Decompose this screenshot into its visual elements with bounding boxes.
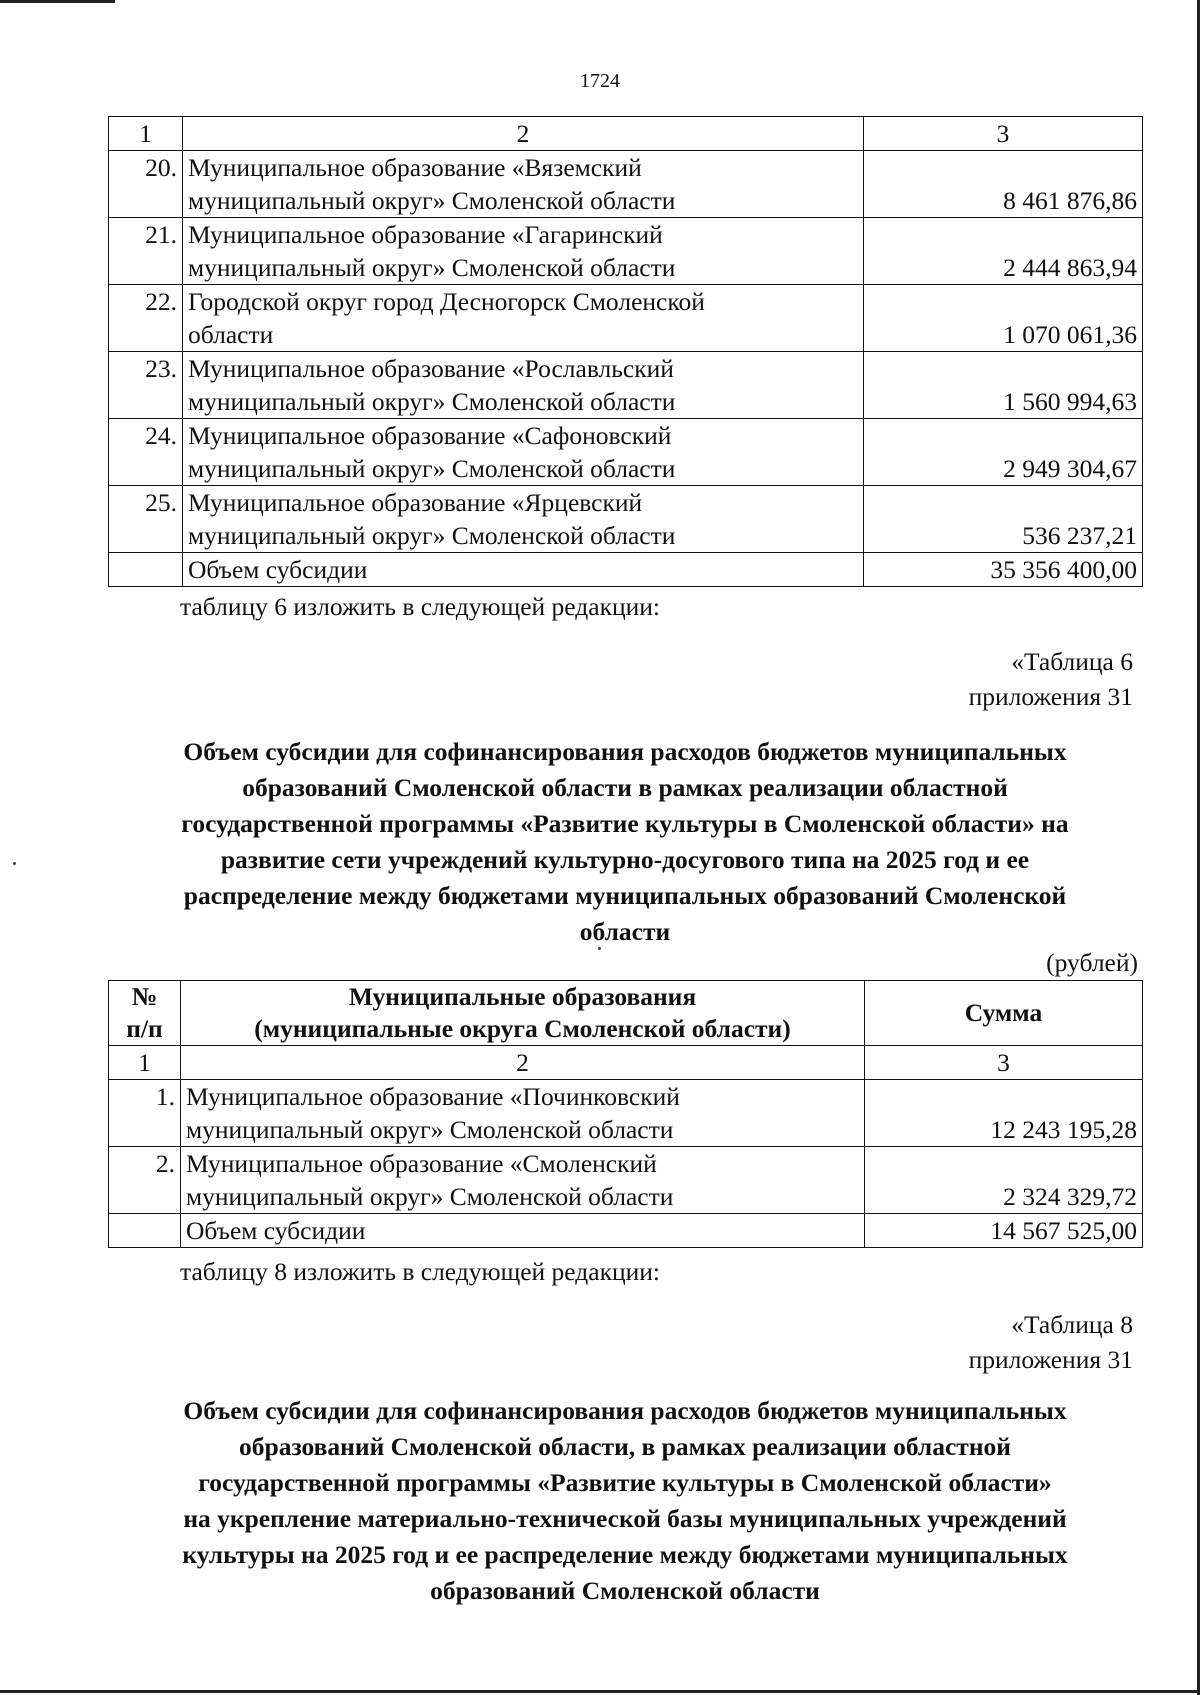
page-number: 1724 bbox=[580, 70, 620, 92]
table-reference-line2: приложения 31 bbox=[968, 682, 1133, 711]
table-index-row bbox=[109, 1046, 1143, 1080]
municipality-name-line2: муниципальный округ» Смоленской области bbox=[186, 1115, 674, 1144]
municipality-name-line2: муниципальный округ» Смоленской области bbox=[188, 186, 676, 215]
table-row bbox=[109, 1147, 1143, 1214]
row-number: 25. bbox=[109, 486, 183, 553]
row-number: 1. bbox=[109, 1080, 181, 1147]
header-number-line2: п/п bbox=[126, 1014, 163, 1043]
table-index-row bbox=[109, 117, 1143, 151]
table-reference-line1: «Таблица 8 bbox=[1011, 1310, 1133, 1339]
table-row bbox=[109, 285, 1143, 352]
row-number: 20. bbox=[109, 151, 183, 218]
row-number: 21. bbox=[109, 218, 183, 285]
col-index-3: 3 bbox=[864, 117, 1143, 151]
municipality-name-line1: Муниципальное образование «Сафоновский bbox=[188, 421, 672, 450]
subsidy-table-6 bbox=[108, 980, 1143, 1248]
title-line: культуры на 2025 год и ее распределение между бюджетами муниципальных bbox=[182, 1540, 1068, 1569]
title-line: на укрепление материально-технической базы муниципальных учреждений bbox=[183, 1504, 1067, 1533]
municipality-name-line1: Городской округ город Десногорск Смоленской bbox=[188, 287, 705, 316]
instruction-text: таблицу 6 изложить в следующей редакции: bbox=[180, 592, 660, 621]
header-municipality-line2: (муниципальные округа Смоленской области) bbox=[254, 1014, 791, 1043]
municipality-name bbox=[181, 1080, 865, 1147]
municipality-name-line2: муниципальный округ» Смоленской области bbox=[188, 521, 676, 550]
table-total-row bbox=[109, 553, 1143, 587]
table-row bbox=[109, 352, 1143, 419]
scan-edge-top bbox=[0, 0, 115, 3]
header-municipality-line1: Муниципальные образования bbox=[348, 982, 697, 1011]
table-header-row bbox=[109, 981, 1143, 1046]
col-index-2: 2 bbox=[183, 117, 864, 151]
title-line: Объем субсидии для софинансирования расходов бюджетов муниципальных bbox=[183, 1396, 1067, 1425]
table-row bbox=[109, 1080, 1143, 1147]
title-line: развитие сети учреждений культурно-досугового типа на 2025 год и ее bbox=[220, 845, 1030, 874]
subsidy-amount: 1 070 061,36 bbox=[864, 285, 1143, 352]
subsidy-amount: 8 461 876,86 bbox=[864, 151, 1143, 218]
units-label: (рублей) bbox=[1046, 948, 1138, 977]
title-line: государственной программы «Развитие культуры в Смоленской области» bbox=[198, 1468, 1052, 1497]
empty-cell bbox=[109, 1214, 181, 1248]
subsidy-amount: 12 243 195,28 bbox=[865, 1080, 1143, 1147]
municipality-name bbox=[183, 419, 864, 486]
title-line: образований Смоленской области, в рамках реализации областной bbox=[239, 1432, 1011, 1461]
table-row bbox=[109, 218, 1143, 285]
table-row bbox=[109, 151, 1143, 218]
table-title bbox=[108, 1393, 1142, 1609]
table-title bbox=[108, 734, 1142, 950]
subsidy-amount: 1 560 994,63 bbox=[864, 352, 1143, 419]
municipality-name-line2: муниципальный округ» Смоленской области bbox=[186, 1182, 674, 1211]
col-index-1: 1 bbox=[109, 1046, 181, 1080]
municipality-name-line2: области bbox=[188, 320, 274, 349]
subsidy-amount: 2 444 863,94 bbox=[864, 218, 1143, 285]
subsidy-amount: 2 324 329,72 bbox=[865, 1147, 1143, 1214]
municipality-name bbox=[183, 486, 864, 553]
municipality-name-line1: Муниципальное образование «Рославльский bbox=[188, 354, 674, 383]
row-number: 2. bbox=[109, 1147, 181, 1214]
scan-edge-bottom bbox=[0, 1690, 1200, 1693]
municipality-name-line1: Муниципальное образование «Ярцевский bbox=[188, 488, 643, 517]
table-reference-line1: «Таблица 6 bbox=[1011, 647, 1133, 676]
municipality-name-line2: муниципальный округ» Смоленской области bbox=[188, 454, 676, 483]
total-amount: 35 356 400,00 bbox=[864, 553, 1143, 587]
total-label: Объем субсидии bbox=[183, 553, 864, 587]
header-sum: Сумма bbox=[865, 981, 1143, 1046]
municipality-name-line1: Муниципальное образование «Гагаринский bbox=[188, 220, 663, 249]
row-number: 23. bbox=[109, 352, 183, 419]
total-amount: 14 567 525,00 bbox=[865, 1214, 1143, 1248]
table-reference bbox=[969, 1307, 1133, 1377]
col-index-3: 3 bbox=[865, 1046, 1143, 1080]
table-reference bbox=[969, 644, 1133, 714]
municipality-name bbox=[183, 352, 864, 419]
scan-speck bbox=[13, 862, 16, 865]
col-index-1: 1 bbox=[109, 117, 183, 151]
col-index-2: 2 bbox=[181, 1046, 865, 1080]
municipality-name-line1: Муниципальное образование «Вяземский bbox=[188, 153, 642, 182]
table-row bbox=[109, 419, 1143, 486]
table-row bbox=[109, 486, 1143, 553]
header-municipality bbox=[181, 981, 865, 1046]
header-number bbox=[109, 981, 181, 1046]
title-line: образований Смоленской области bbox=[430, 1576, 820, 1605]
subsidy-table-continued bbox=[108, 116, 1143, 587]
subsidy-amount: 536 237,21 bbox=[864, 486, 1143, 553]
title-line: области bbox=[579, 917, 671, 946]
empty-cell bbox=[109, 553, 183, 587]
row-number: 24. bbox=[109, 419, 183, 486]
municipality-name bbox=[183, 151, 864, 218]
total-label: Объем субсидии bbox=[181, 1214, 865, 1248]
municipality-name-line2: муниципальный округ» Смоленской области bbox=[188, 387, 676, 416]
title-line: Объем субсидии для софинансирования расходов бюджетов муниципальных bbox=[183, 737, 1067, 766]
table-total-row bbox=[109, 1214, 1143, 1248]
title-line: распределение между бюджетами муниципальных образований Смоленской bbox=[183, 881, 1067, 910]
municipality-name-line1: Муниципальное образование «Смоленский bbox=[186, 1149, 657, 1178]
title-line: государственной программы «Развитие культуры в Смоленской области» на bbox=[181, 809, 1069, 838]
header-number-line1: № bbox=[131, 982, 158, 1011]
municipality-name bbox=[181, 1147, 865, 1214]
subsidy-amount: 2 949 304,67 bbox=[864, 419, 1143, 486]
municipality-name-line1: Муниципальное образование «Починковский bbox=[186, 1082, 680, 1111]
title-line: образований Смоленской области в рамках реализации областной bbox=[242, 773, 1008, 802]
instruction-text: таблицу 8 изложить в следующей редакции: bbox=[180, 1257, 660, 1286]
row-number: 22. bbox=[109, 285, 183, 352]
municipality-name bbox=[183, 285, 864, 352]
table-reference-line2: приложения 31 bbox=[968, 1345, 1133, 1374]
municipality-name-line2: муниципальный округ» Смоленской области bbox=[188, 253, 676, 282]
municipality-name bbox=[183, 218, 864, 285]
